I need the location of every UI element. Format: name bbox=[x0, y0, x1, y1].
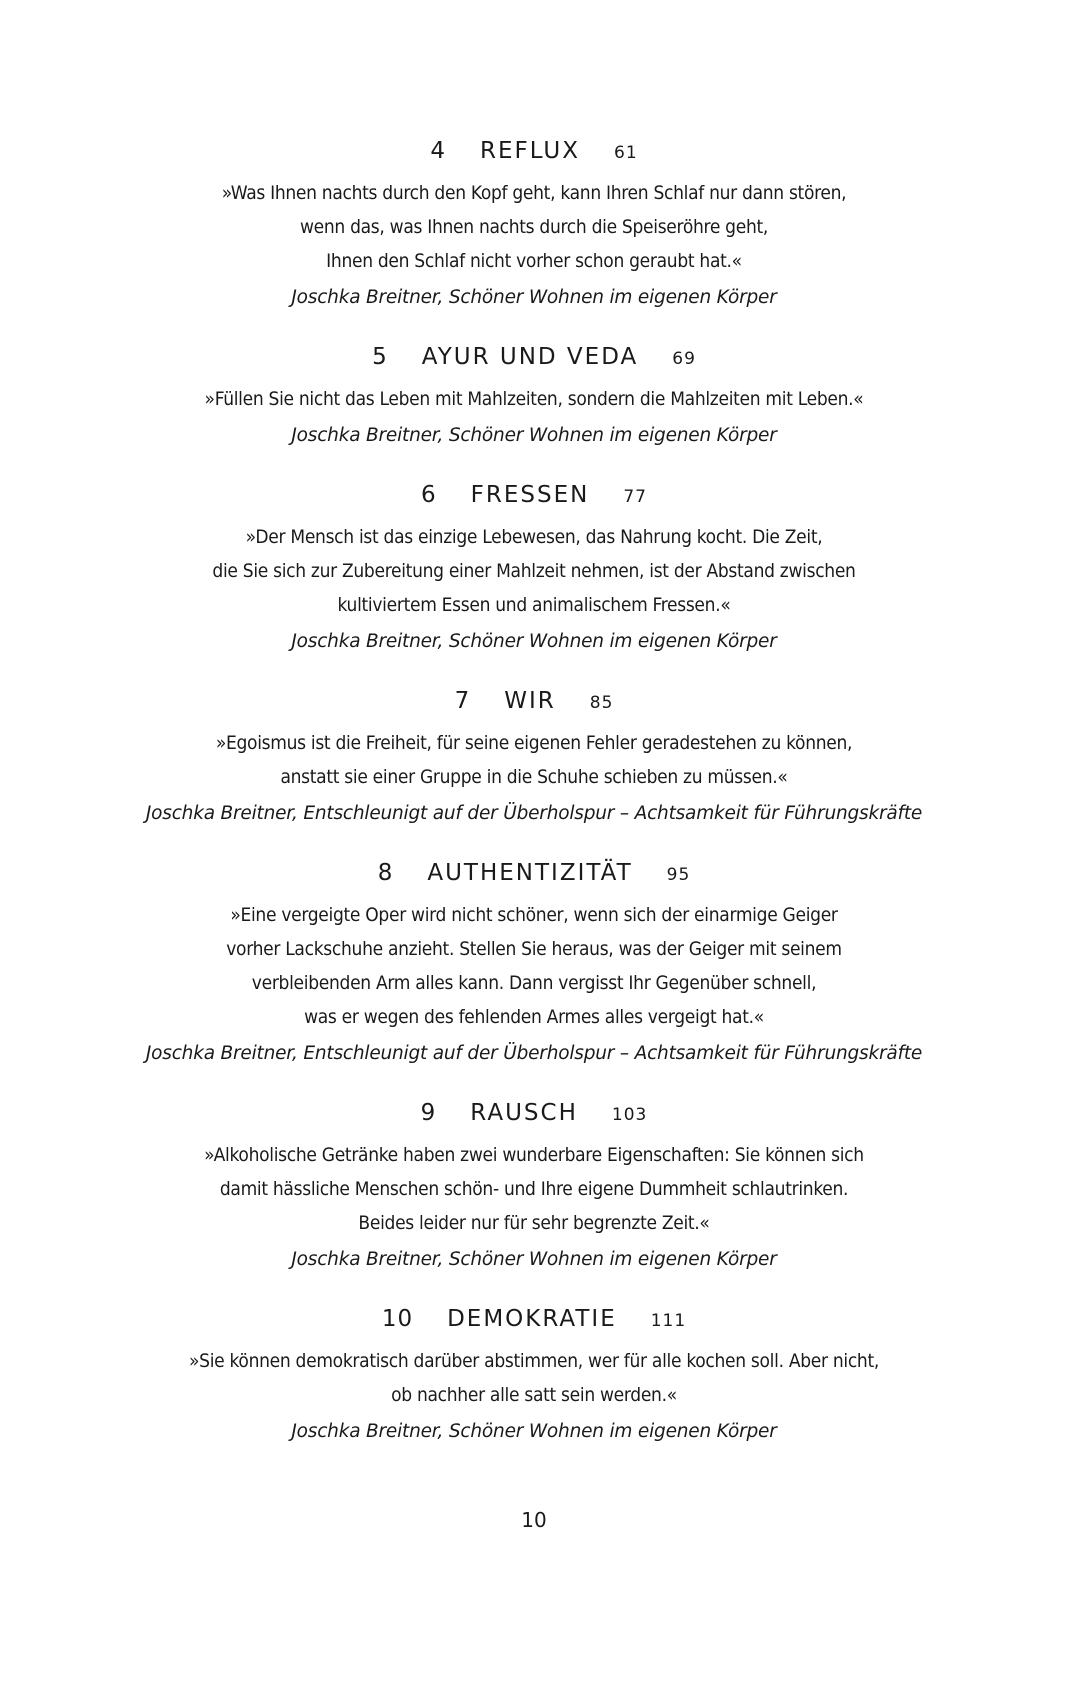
chapter-page-number: 61 bbox=[614, 143, 638, 163]
quote-source: Joschka Breitner, Schöner Wohnen im eigenen Körper bbox=[291, 1249, 777, 1270]
quote-line: Beides leider nur für sehr begrenzte Zeit.« bbox=[358, 1212, 710, 1234]
quote-line: ob nachher alle satt sein werden.« bbox=[391, 1384, 677, 1406]
chapter-quote bbox=[0, 176, 1068, 278]
chapter-title: RAUSCH bbox=[470, 1100, 578, 1126]
chapter-title: WIR bbox=[504, 688, 556, 714]
page-number: 10 bbox=[521, 1508, 547, 1532]
chapter-heading bbox=[0, 688, 1068, 724]
quote-line: »Sie können demokratisch darüber abstimmen, wer für alle kochen soll. Aber nicht, bbox=[189, 1350, 879, 1372]
chapter-quote bbox=[0, 1344, 1068, 1412]
quote-line: anstatt sie einer Gruppe in die Schuhe schieben zu müssen.« bbox=[280, 766, 788, 788]
chapter-heading bbox=[0, 1100, 1068, 1136]
chapter-entry bbox=[0, 344, 1068, 456]
quote-line: »Alkoholische Getränke haben zwei wunderbare Eigenschaften: Sie können sich bbox=[204, 1144, 864, 1166]
chapter-number: 10 bbox=[381, 1306, 414, 1332]
quote-line: die Sie sich zur Zubereitung einer Mahlzeit nehmen, ist der Abstand zwischen bbox=[212, 560, 856, 582]
chapter-number: 9 bbox=[420, 1100, 437, 1126]
chapter-quote bbox=[0, 520, 1068, 622]
chapter-number: 4 bbox=[430, 138, 446, 164]
chapter-entry bbox=[0, 860, 1068, 1074]
chapter-quote bbox=[0, 898, 1068, 1034]
chapter-quote bbox=[0, 382, 1068, 416]
quote-source: Joschka Breitner, Schöner Wohnen im eigenen Körper bbox=[291, 1421, 777, 1442]
quote-line: vorher Lackschuhe anzieht. Stellen Sie heraus, was der Geiger mit seinem bbox=[226, 938, 842, 960]
chapter-number: 8 bbox=[377, 860, 394, 886]
chapter-number: 6 bbox=[421, 482, 437, 508]
chapter-page-number: 95 bbox=[666, 865, 691, 885]
chapter-entry bbox=[0, 482, 1068, 662]
chapter-title: AYUR UND VEDA bbox=[421, 344, 639, 370]
chapter-heading bbox=[0, 1306, 1068, 1342]
chapter-heading bbox=[0, 344, 1068, 380]
chapter-page-number: 103 bbox=[611, 1105, 648, 1125]
quote-line: »Eine vergeigte Oper wird nicht schöner, wenn sich der einarmige Geiger bbox=[230, 904, 838, 926]
chapter-page-number: 85 bbox=[589, 693, 614, 713]
chapter-title: DEMOKRATIE bbox=[447, 1306, 617, 1332]
chapter-page-number: 69 bbox=[672, 349, 696, 369]
chapter-quote bbox=[0, 726, 1068, 794]
chapter-number: 7 bbox=[454, 688, 471, 714]
quote-line: »Was Ihnen nachts durch den Kopf geht, kann Ihren Schlaf nur dann stören, bbox=[221, 182, 847, 204]
chapter-page-number: 111 bbox=[650, 1311, 687, 1331]
quote-source: Joschka Breitner, Schöner Wohnen im eigenen Körper bbox=[291, 425, 777, 446]
quote-line: Ihnen den Schlaf nicht vorher schon geraubt hat.« bbox=[326, 250, 742, 272]
quote-line: »Füllen Sie nicht das Leben mit Mahlzeiten, sondern die Mahlzeiten mit Leben.« bbox=[204, 388, 864, 410]
chapter-entry bbox=[0, 688, 1068, 834]
chapter-heading bbox=[0, 860, 1068, 896]
chapter-heading bbox=[0, 482, 1068, 518]
chapter-heading bbox=[0, 138, 1068, 174]
chapter-entry bbox=[0, 1306, 1068, 1452]
quote-source: Joschka Breitner, Entschleunigt auf der Überholspur – Achtsamkeit für Führungskräfte bbox=[145, 803, 923, 824]
quote-line: wenn das, was Ihnen nachts durch die Speiseröhre geht, bbox=[299, 216, 769, 238]
chapter-entry bbox=[0, 138, 1068, 318]
quote-line: kultiviertem Essen und animalischem Fressen.« bbox=[337, 594, 731, 616]
chapter-quote bbox=[0, 1138, 1068, 1240]
chapter-page-number: 77 bbox=[623, 487, 647, 507]
chapter-number: 5 bbox=[372, 344, 388, 370]
table-of-contents bbox=[0, 138, 1068, 1452]
chapter-title: REFLUX bbox=[479, 138, 580, 164]
quote-line: »Egoismus ist die Freiheit, für seine eigenen Fehler geradestehen zu können, bbox=[215, 732, 853, 754]
quote-line: was er wegen des fehlenden Armes alles vergeigt hat.« bbox=[304, 1006, 764, 1028]
quote-source: Joschka Breitner, Schöner Wohnen im eigenen Körper bbox=[291, 631, 777, 652]
quote-source: Joschka Breitner, Schöner Wohnen im eigenen Körper bbox=[291, 287, 777, 308]
chapter-title: FRESSEN bbox=[470, 482, 590, 508]
quote-line: damit hässliche Menschen schön- und Ihre eigene Dummheit schlautrinken. bbox=[219, 1178, 849, 1200]
chapter-title: AUTHENTIZITÄT bbox=[427, 860, 633, 886]
chapter-entry bbox=[0, 1100, 1068, 1280]
quote-source: Joschka Breitner, Entschleunigt auf der Überholspur – Achtsamkeit für Führungskräfte bbox=[145, 1043, 923, 1064]
quote-line: »Der Mensch ist das einzige Lebewesen, das Nahrung kocht. Die Zeit, bbox=[245, 526, 823, 548]
quote-line: verbleibenden Arm alles kann. Dann vergisst Ihr Gegenüber schnell, bbox=[251, 972, 817, 994]
